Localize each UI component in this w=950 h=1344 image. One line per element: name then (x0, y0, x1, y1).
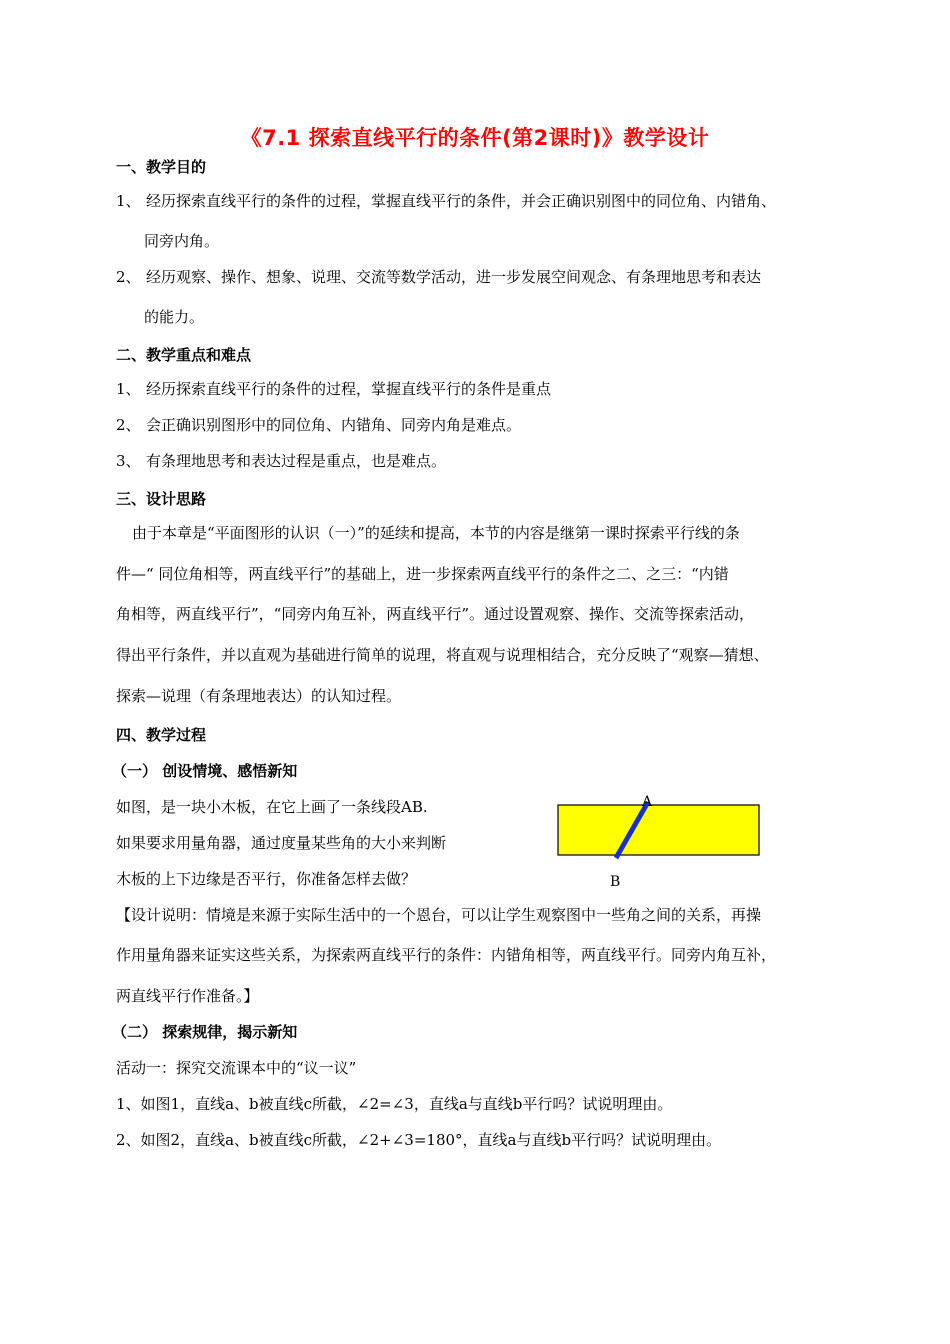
objective-item-1-cont: 同旁内角。 (144, 232, 220, 250)
situation-line: 如图，是一块小木板，在它上画了一条线段AB. (116, 798, 428, 816)
key-point-item-2 (116, 414, 521, 435)
situation-line: 木板的上下边缘是否平行，你准备怎样去做？ (116, 870, 417, 888)
wooden-board-figure (540, 792, 780, 892)
situation-line: 如果要求用量角器，通过度量某些角的大小来判断 (116, 834, 447, 852)
item-number: 1、 (116, 192, 141, 210)
document-title: 《7.1 探索直线平行的条件(第2课时)》教学设计 (240, 126, 710, 150)
key-point-item-3 (116, 450, 446, 471)
objective-item-2-cont: 的能力。 (144, 308, 205, 326)
activity-line: 活动一：探究交流课本中的“议一议” (116, 1059, 357, 1077)
objective-item-1 (116, 190, 776, 211)
board-diagram (540, 792, 780, 892)
label-a: A (642, 794, 653, 810)
design-note-line: 两直线平行作准备。】 (116, 987, 259, 1005)
item-number: 2、 (116, 416, 141, 434)
item-number: 3、 (116, 452, 141, 470)
section-heading-design-idea: 三、设计思路 (116, 490, 207, 508)
key-point-item-1 (116, 378, 551, 399)
subsection-heading-situation: （一） 创设情境、感悟新知 (112, 762, 298, 780)
subsection-heading-explore: （二） 探索规律，揭示新知 (112, 1023, 298, 1041)
item-number: 2、 (116, 268, 141, 286)
item-text: 经历观察、操作、想象、说理、交流等数学活动，进一步发展空间观念、有条理地思考和表达 (146, 268, 762, 286)
item-text: 经历探索直线平行的条件的过程，掌握直线平行的条件，并会正确识别图中的同位角、内错角、 (146, 192, 777, 210)
design-note-line: 作用量角器来证实这些关系，为探索两直线平行的条件：内错角相等，两直线平行。同旁内角互补， (116, 946, 777, 964)
item-text: 会正确识别图形中的同位角、内错角、同旁内角是难点。 (146, 416, 522, 434)
section-heading-objectives: 一、教学目的 (116, 158, 207, 176)
design-paragraph-line: 探索—说理（有条理地表达）的认知过程。 (116, 687, 402, 705)
section-heading-teaching-process: 四、教学过程 (116, 726, 207, 744)
design-paragraph-line: 得出平行条件，并以直观为基础进行简单的说理，将直观与说理相结合，充分反映了“观察—猜想、 (116, 646, 769, 664)
design-paragraph-line: 角相等，两直线平行”，“同旁内角互补，两直线平行”。通过设置观察、操作、交流等探索活动， (116, 605, 755, 623)
item-number: 1、 (116, 380, 141, 398)
label-b: B (610, 874, 621, 890)
item-text: 经历探索直线平行的条件的过程，掌握直线平行的条件是重点 (146, 380, 552, 398)
design-note-line: 【设计说明：情境是来源于实际生活中的一个恩台，可以让学生观察图中一些角之间的关系，再操 (116, 906, 762, 924)
activity-line: 1、如图1，直线a、b被直线c所截，∠2=∠3，直线a与直线b平行吗？试说明理由。 (116, 1095, 673, 1113)
design-paragraph-line: 由于本章是“平面图形的认识（一）”的延续和提高，本节的内容是继第一课时探索平行线的条 (132, 524, 740, 542)
section-heading-key-points: 二、教学重点和难点 (116, 346, 252, 364)
item-text: 有条理地思考和表达过程是重点，也是难点。 (146, 452, 447, 470)
objective-item-2 (116, 266, 761, 287)
board-rect (558, 805, 759, 855)
design-paragraph-line: 件—“ 同位角相等，两直线平行”的基础上，进一步探索两直线平行的条件之二、之三：“内错 (116, 565, 729, 583)
activity-line: 2、如图2，直线a、b被直线c所截，∠2+∠3=180°，直线a与直线b平行吗？试说明理由。 (116, 1131, 722, 1149)
